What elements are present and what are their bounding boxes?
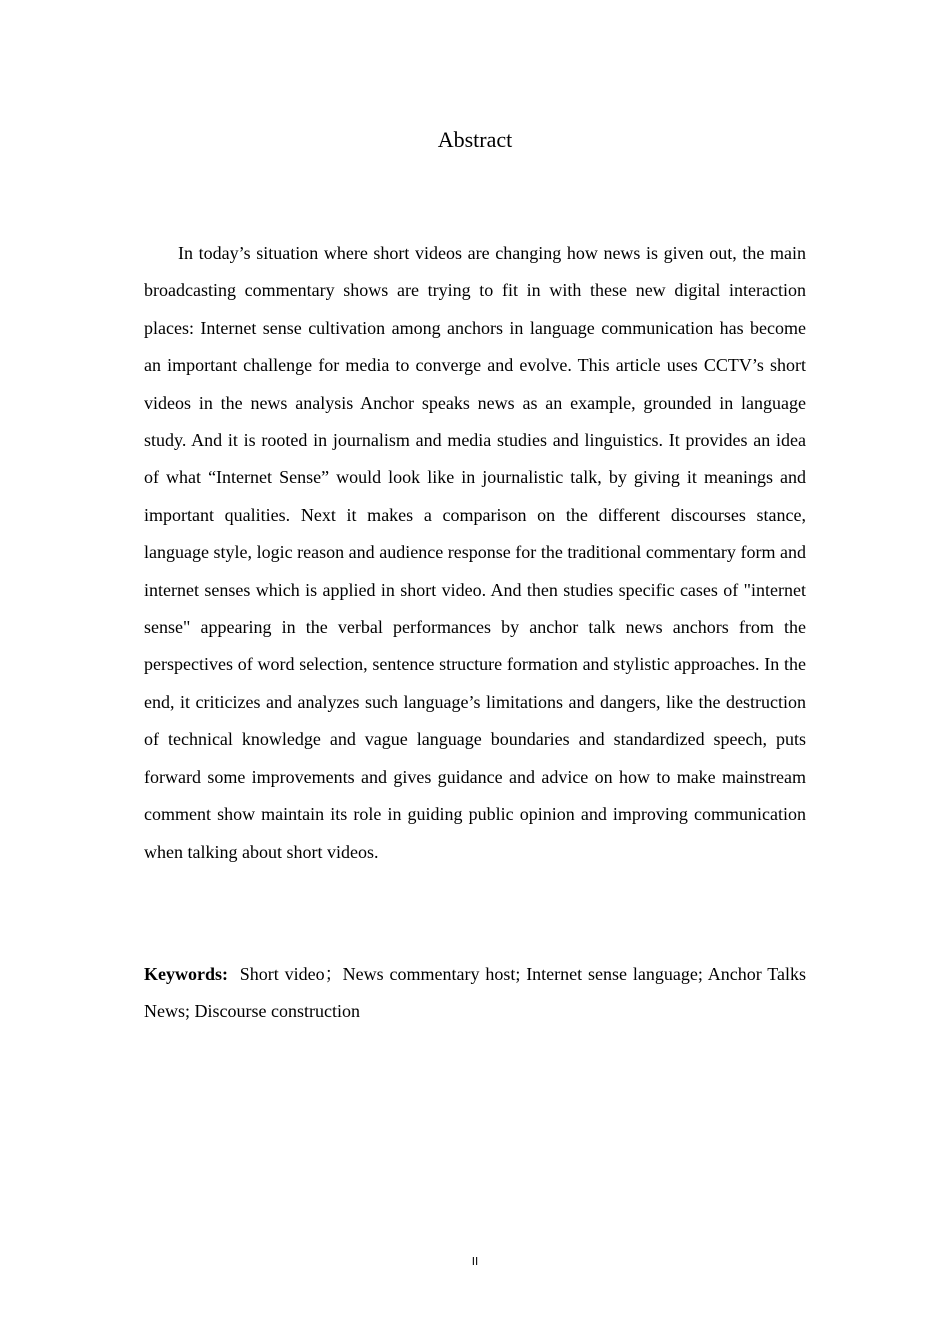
abstract-body: In today’s situation where short videos are changing how news is given out, the main broadcasting commentary shows are trying to fit in with these new digital interaction places: Internet sense cultivation among anchors in language communication has become an important challenge for media to converge and evolve. This article uses CCTV’s short videos in the news analysis Anchor speaks news as an example, grounded in language study. And it is rooted in journalism and media studies and linguistics. It provides an idea of what “Internet Sense” would look like in journalistic talk, by giving it meanings and important qualities. Next it makes a comparison on the different discourses stance, language style, logic reason and audience response for the traditional commentary form and internet senses which is applied in short video. And then studies specific cases of "internet sense" appearing in the verbal performances by anchor talk news anchors from the perspectives of word selection, sentence structure formation and stylistic approaches. In the end, it criticizes and analyzes such language’s limitations and dangers, like the destruction of technical knowledge and vague language boundaries and standardized speech, puts forward some improvements and gives guidance and advice on how to make mainstream comment show maintain its role in guiding public opinion and improving communication when talking about short videos.: [144, 243, 806, 862]
abstract-title: Abstract: [437, 127, 513, 152]
keywords-label: Keywords:: [144, 964, 228, 984]
keywords-text: Short video；News commentary host; Internet sense language; Anchor Talks News; Discourse construction: [144, 964, 806, 1022]
page-number: II: [471, 1255, 479, 1268]
keywords-section: [144, 956, 806, 1031]
